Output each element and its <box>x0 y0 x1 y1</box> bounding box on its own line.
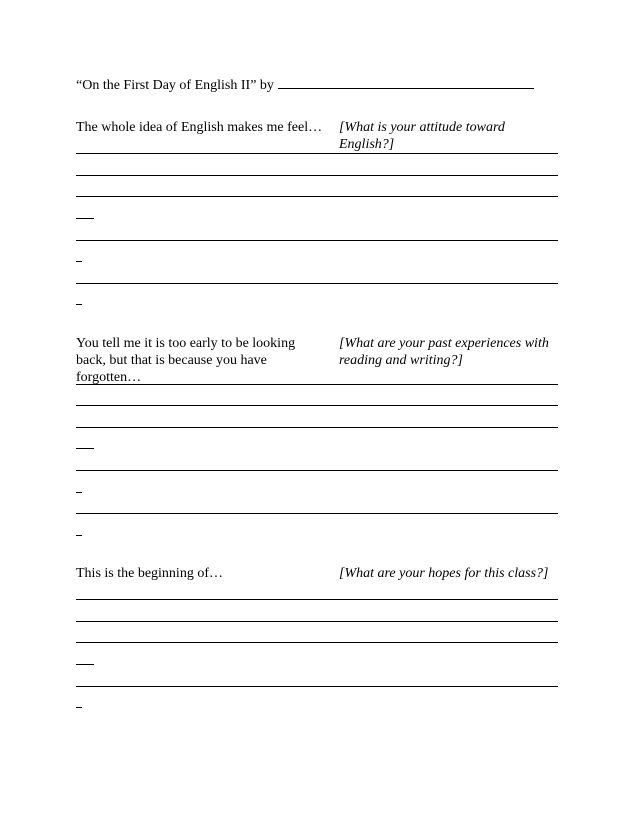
answer-line-stub[interactable] <box>76 261 82 262</box>
answer-line[interactable] <box>76 196 558 197</box>
section-1-prompt: The whole idea of English makes me feel… <box>76 120 323 135</box>
section-1-question: [What is your attitude toward English?] <box>339 120 505 152</box>
answer-line-stub[interactable] <box>76 535 82 536</box>
answer-line[interactable] <box>76 283 558 284</box>
answer-line[interactable] <box>76 621 558 622</box>
answer-line[interactable] <box>76 405 558 406</box>
author-blank-line[interactable] <box>278 76 534 89</box>
answer-line[interactable] <box>76 384 558 385</box>
section-2-prompt: You tell me it is too early to be looking back, but that is because you have forgotten… <box>76 336 296 385</box>
answer-line[interactable] <box>76 686 558 687</box>
answer-line[interactable] <box>76 642 558 643</box>
answer-line[interactable] <box>76 427 558 428</box>
answer-line-stub[interactable] <box>76 707 82 708</box>
title-text: “On the First Day of English II” by <box>76 78 274 93</box>
answer-line-stub[interactable] <box>76 218 94 219</box>
section-2-question: [What are your past experiences with reading and writing?] <box>339 336 549 368</box>
answer-line-stub[interactable] <box>76 448 94 449</box>
answer-line-stub[interactable] <box>76 492 82 493</box>
answer-line-stub[interactable] <box>76 304 82 305</box>
answer-line[interactable] <box>76 175 558 176</box>
section-3-prompt: This is the beginning of… <box>76 566 223 581</box>
answer-line[interactable] <box>76 240 558 241</box>
section-3-question: [What are your hopes for this class?] <box>339 566 549 581</box>
answer-line[interactable] <box>76 470 558 471</box>
answer-line[interactable] <box>76 153 558 154</box>
answer-line[interactable] <box>76 599 558 600</box>
worksheet-title <box>76 76 534 94</box>
answer-line[interactable] <box>76 513 558 514</box>
answer-line-stub[interactable] <box>76 664 94 665</box>
